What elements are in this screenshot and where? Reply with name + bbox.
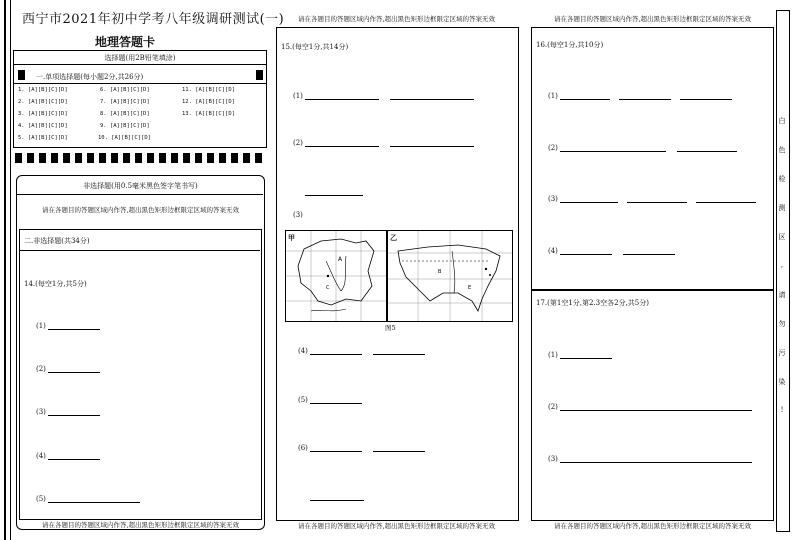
answer-line[interactable] [48, 329, 100, 330]
timing-mark [15, 153, 22, 163]
timing-mark [135, 153, 142, 163]
q14-item-4[interactable]: (4) [36, 452, 100, 460]
answer-line[interactable] [48, 502, 140, 503]
answer-line[interactable] [373, 451, 425, 452]
map-figure-right [387, 230, 513, 322]
answer-line[interactable] [390, 146, 474, 147]
timing-mark-row [15, 153, 267, 164]
timing-mark [183, 153, 190, 163]
timing-mark [27, 153, 34, 163]
q17-item-1[interactable]: (1) [548, 351, 612, 359]
mc-section [13, 50, 267, 148]
map-right-label: 乙 [390, 233, 397, 242]
answer-line[interactable] [619, 99, 671, 100]
mc-question-8[interactable]: 8. [A][B][C][D] [100, 111, 150, 117]
answer-line[interactable] [560, 151, 666, 152]
section-divider [20, 250, 260, 251]
answer-line[interactable] [560, 410, 752, 411]
col3-notice-bottom: 请在各题目的答题区域内作答,超出黑色矩形边框限定区域的答案无效 [553, 522, 752, 530]
svg-text:B: B [438, 269, 442, 275]
answer-line[interactable] [48, 372, 100, 373]
q15-item-2[interactable]: (2) [293, 139, 474, 147]
card-title: 地理答题卡 [95, 35, 156, 49]
binding-bar-left [4, 0, 6, 540]
answer-line[interactable] [560, 202, 618, 203]
q17-item-3[interactable]: (3) [548, 455, 752, 463]
q14-item-2[interactable]: (2) [36, 365, 100, 373]
map-left-label: 甲 [288, 233, 295, 242]
mc-instruction-divider [14, 83, 266, 84]
mc-question-7[interactable]: 7. [A][B][C][D] [100, 99, 150, 105]
q15-item-1[interactable]: (1) [293, 92, 474, 100]
timing-mark [39, 153, 46, 163]
map-north-america [388, 231, 512, 321]
q16-item-1[interactable]: (1) [548, 92, 732, 100]
mc-question-12[interactable]: 12. [A][B][C][D] [182, 99, 235, 105]
answer-line[interactable] [677, 151, 737, 152]
answer-line[interactable] [560, 99, 610, 100]
answer-line[interactable] [623, 254, 675, 255]
side-text-char: 请 [778, 291, 786, 299]
col3-notice-top: 请在各题目的答题区域内作答,超出黑色矩形边框限定区域的答案无效 [553, 15, 752, 23]
page-title: 西宁市2021年初中学考八年级调研测试(一) [22, 12, 285, 27]
answer-line[interactable] [305, 99, 379, 100]
q15-item-6[interactable]: (6) [298, 444, 425, 452]
q14-title: 14.(每空1分,共5分) [24, 280, 87, 288]
side-text-char: , [780, 261, 784, 269]
side-text-char: 检 [778, 175, 786, 183]
answer-line[interactable] [373, 354, 425, 355]
timing-mark [63, 153, 70, 163]
mc-question-3[interactable]: 3. [A][B][C][D] [18, 111, 68, 117]
timing-mark [231, 153, 238, 163]
binding-bar-right [10, 0, 11, 540]
side-text-char: 白 [778, 117, 786, 125]
q15-item-4[interactable]: (4) [298, 347, 425, 355]
answer-line[interactable] [560, 254, 612, 255]
side-text-char: 测 [778, 204, 786, 212]
answer-line[interactable] [305, 195, 363, 196]
map-figure-left [285, 230, 387, 322]
timing-mark [219, 153, 226, 163]
timing-mark [18, 70, 25, 80]
answer-line[interactable] [560, 462, 752, 463]
answer-line[interactable] [680, 99, 732, 100]
section-title: 二.非选择题(共34分) [24, 237, 90, 245]
timing-mark [159, 153, 166, 163]
non-mc-header-divider [17, 194, 263, 195]
q16-item-3[interactable]: (3) [548, 195, 756, 203]
q14-item-1[interactable]: (1) [36, 322, 100, 330]
mc-instruction: 一.单项选择题(每小题2分,共26分) [36, 73, 144, 81]
side-text-char: 区 [778, 233, 786, 241]
side-strip [776, 10, 790, 532]
mc-header-divider [14, 64, 266, 65]
q16-title: 16.(每空1分,共10分) [536, 41, 604, 49]
timing-mark [147, 153, 154, 163]
side-text-char: ! [780, 406, 784, 414]
answer-area-notice-bottom: 请在各题目的答题区域内作答,超出黑色矩形边框限定区域的答案无效 [41, 521, 240, 529]
mc-question-4[interactable]: 4. [A][B][C][D] [18, 123, 68, 129]
side-text-char: 污 [778, 349, 786, 357]
svg-text:A: A [338, 256, 343, 263]
mc-question-10[interactable]: 10. [A][B][C][D] [98, 135, 151, 141]
side-text-char: 勿 [778, 320, 786, 328]
q14-item-5[interactable]: (5) [36, 495, 140, 503]
q17-title: 17.(第1空1分,第2.3空各2分,共5分) [536, 299, 649, 307]
side-text-char: 色 [778, 146, 786, 154]
mc-question-5[interactable]: 5. [A][B][C][D] [18, 135, 68, 141]
timing-mark [256, 70, 263, 80]
timing-mark [171, 153, 178, 163]
q15-title: 15.(每空1分,共14分) [281, 43, 349, 51]
mc-question-11[interactable]: 11. [A][B][C][D] [182, 87, 235, 93]
side-text-char: 染 [778, 378, 786, 386]
col2-notice-top: 请在各题目的答题区域内作答,超出黑色矩形边框限定区域的答案无效 [297, 15, 496, 23]
timing-mark [243, 153, 250, 163]
timing-mark [255, 153, 262, 163]
q15-item-3: (3) [293, 211, 303, 219]
mc-question-6[interactable]: 6. [A][B][C][D] [100, 87, 150, 93]
q14-item-3[interactable]: (3) [36, 408, 100, 416]
svg-text:C: C [326, 285, 330, 291]
answer-line[interactable] [310, 403, 362, 404]
timing-mark [123, 153, 130, 163]
svg-text:E: E [468, 285, 472, 291]
col2-notice-bottom: 请在各题目的答题区域内作答,超出黑色矩形边框限定区域的答案无效 [297, 522, 496, 530]
q17-item-2[interactable]: (2) [548, 403, 752, 411]
timing-mark [111, 153, 118, 163]
q15-item-5[interactable]: (5) [298, 396, 362, 404]
answer-line[interactable] [627, 202, 687, 203]
mc-header: 选择题(用2B铅笔填涂) [104, 54, 176, 62]
non-mc-header: 非选择题(用0.5毫米黑色签字笔书写) [83, 182, 198, 190]
timing-mark [87, 153, 94, 163]
answer-area-notice: 请在各题目的答题区域内作答,超出黑色矩形边框限定区域的答案无效 [41, 206, 240, 214]
timing-mark [51, 153, 58, 163]
answer-line[interactable] [48, 415, 100, 416]
q16-item-4[interactable]: (4) [548, 247, 675, 255]
answer-line[interactable] [696, 202, 756, 203]
answer-line[interactable] [310, 451, 362, 452]
answer-line[interactable] [48, 459, 100, 460]
figure-caption: 图5 [385, 324, 396, 332]
mc-question-13[interactable]: 13. [A][B][C][D] [182, 111, 235, 117]
timing-mark [207, 153, 214, 163]
answer-line[interactable] [560, 358, 612, 359]
answer-line[interactable] [390, 99, 474, 100]
mc-question-2[interactable]: 2. [A][B][C][D] [18, 99, 68, 105]
timing-mark [75, 153, 82, 163]
timing-mark [195, 153, 202, 163]
answer-line[interactable] [310, 500, 364, 501]
mc-question-1[interactable]: 1. [A][B][C][D] [18, 87, 68, 93]
mc-question-9[interactable]: 9. [A][B][C][D] [100, 123, 150, 129]
map-africa-west [286, 231, 386, 321]
q16-item-2[interactable]: (2) [548, 144, 737, 152]
answer-line[interactable] [310, 354, 362, 355]
timing-mark [99, 153, 106, 163]
answer-line[interactable] [305, 146, 379, 147]
q14-answer-box [19, 229, 262, 520]
